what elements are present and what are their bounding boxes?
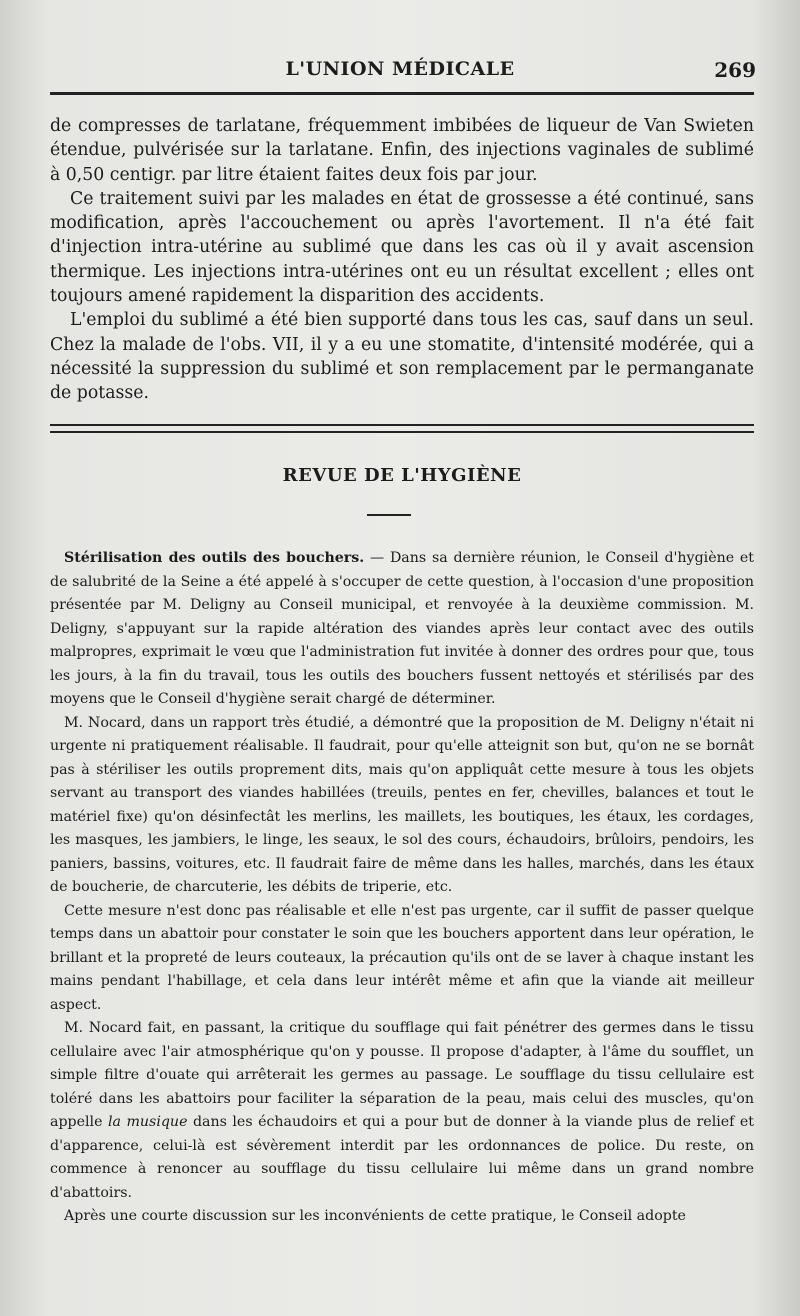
paragraph xyxy=(50,1017,754,1205)
header-rule xyxy=(50,92,754,95)
lead-text: Dans sa dernière réunion, le Conseil d'hygiène et de salubrité de la Seine a été appelé à s'occuper de cette question, à l'occasion d'une proposition présentée par M. Deligny au Conseil municipal, et renvoyée à la deuxième commission. M. Deligny, s'appuyant sur la rapide altération des viandes après leur contact avec des outils malpropres, exprimait le vœu que l'administration fut invitée à donner des ordres pour que, tous les jours, à la fin du travail, tous les outils des bouchers fussent nettoyés et stérilisés par des moyens que le Conseil d'hygiène serait chargé de déterminer. xyxy=(50,550,754,707)
journal-title: L'UNION MÉDICALE xyxy=(285,58,515,80)
paragraph: Ce traitement suivi par les malades en état de grossesse a été continué, sans modification, après l'accouchement ou après l'avortement. Il n'a été fait d'injection intra-utérine au sublimé que dans les cas où il y avait ascension thermique. Les injections intra-utérines ont eu un résultat excellent ; elles ont toujours amené rapidement la disparition des accidents. xyxy=(50,188,754,307)
lead-paragraph xyxy=(50,547,754,712)
hygiene-review xyxy=(50,547,754,1229)
title-underline xyxy=(367,514,411,516)
section-title: REVUE DE L'HYGIÈNE xyxy=(282,465,522,486)
running-head xyxy=(44,52,756,86)
paragraph: Cette mesure n'est donc pas réalisable et elle n'est pas urgente, car il suffit de passer quelque temps dans un abattoir pour constater le soin que les bouchers apportent dans leur opération, le brillant et la propreté de leurs couteaux, la précaution qu'ils ont de se laver à chaque instant les mains pendant l'habillage, et cela dans leur intérêt même et afin que la viande ait meilleur aspect. xyxy=(50,902,754,1013)
paragraph: M. Nocard, dans un rapport très étudié, a démontré que la proposition de M. Deligny n'était ni urgente ni pratiquement réalisable. Il faudrait, pour qu'elle atteignit son but, qu'on ne se bornât pas à stériliser les outils proprement dits, mais qu'on appliquât cette mesure à tous les objets servant au transport des viandes habillées (treuils, pentes en fer, chevilles, balances et tout le matériel fixe) qu'on désinfectât les merlins, les maillets, les boutiques, les étaux, les cordages, les masques, les jambiers, le linge, les seaux, le sol des cours, échaudoirs, brûloirs, pendoirs, les paniers, bassins, voitures, etc. Il faudrait faire de même dans les halles, marchés, dans les étaux de boucherie, de charcuterie, les débits de triperie, etc. xyxy=(50,714,754,895)
lead-dash: — xyxy=(364,550,390,566)
page-number: 269 xyxy=(714,58,756,82)
text-run: dans les échaudoirs et qui a pour but de donner à la viande plus de relief et d'apparence, celui-là est sévèrement interdit par les ordonnances de police. Du reste, on commence à renoncer au soufflage du tissu cellulaire lui même dans un grand nombre d'abattoirs. xyxy=(50,1114,754,1201)
article-continuation xyxy=(50,114,754,406)
paragraph: L'emploi du sublimé a été bien supporté dans tous les cas, sauf dans un seul. Chez la malade de l'obs. VII, il y a eu une stomatite, d'intensité modérée, qui a nécessité la suppression du sublimé et son remplacement par le permanganate de potasse. xyxy=(50,310,754,404)
text-run: M. Nocard fait, en passant, la critique du soufflage qui fait pénétrer des germes dans le tissu cellulaire avec l'air atmosphérique qu'on y pousse. Il propose d'adapter, à l'âme du soufflet, un simple filtre d'ouate qui arrêterait les germes au passage. Le soufflage du tissu cellulaire est toléré dans les abattoirs pour faciliter la séparation de la peau, mais celui des muscles, qu'on appelle xyxy=(50,1020,754,1130)
paragraph: de compresses de tarlatane, fréquemment imbibées de liqueur de Van Swieten étendue, pulvérisée sur la tarlatane. Enfin, des injections vaginales de sublimé à 0,50 centigr. par litre étaient faites deux fois par jour. xyxy=(50,116,754,185)
section-divider xyxy=(50,424,754,433)
italic-term: la musique xyxy=(107,1114,188,1130)
lead-title: Stérilisation des outils des bouchers. xyxy=(64,550,365,566)
paragraph: Après une courte discussion sur les inconvénients de cette pratique, le Conseil adopte xyxy=(64,1208,686,1224)
